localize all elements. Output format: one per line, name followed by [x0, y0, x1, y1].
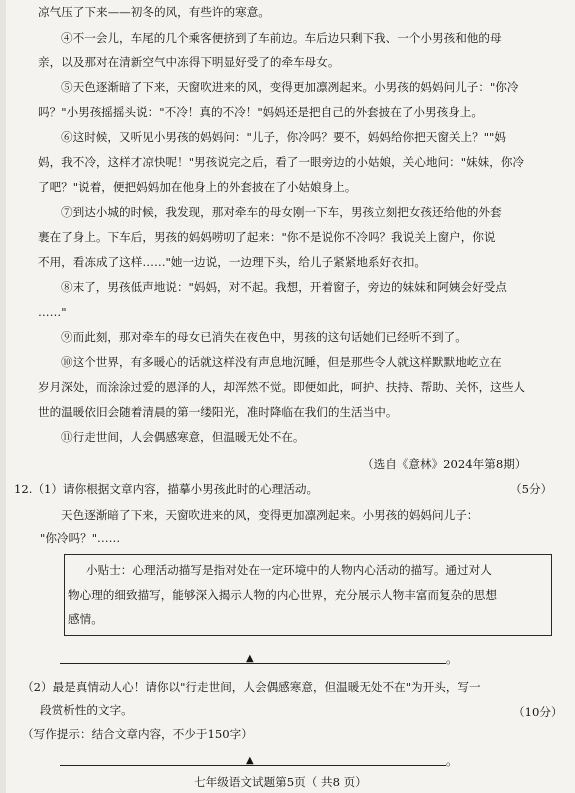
answer-end-mark: 。 — [446, 652, 459, 666]
passage-line: 妈，我不冷，这样才凉快呢！"男孩说完之后，看了一眼旁边的小姑娘，关心地问："妹妹，你冷 — [38, 155, 525, 169]
passage-line: 了吧？"说着，便把妈妈加在他身上的外套披在了小姑娘身上。 — [38, 180, 357, 194]
writing-hint: （写作提示：结合文章内容，不少于150字） — [22, 727, 253, 741]
page-footer: 七年级语文试题第5页（ 共8 页） — [194, 775, 367, 789]
question-12-2-prompt-cont: 段赏析性的文字。 — [40, 703, 133, 717]
passage-line: 不用，看冻成了这样……"她一边说，一边理下头，给儿子紧紧地系好衣扣。 — [38, 255, 426, 269]
passage-line: ……" — [38, 305, 67, 319]
question-quote: 天色逐渐暗了下来，天窗吹进来的风，变得更加凛冽起来。小男孩的妈妈问儿子： — [61, 508, 479, 522]
passage-line: 世的温暖依旧会随着清晨的第一缕阳光，准时降临在我们的生活当中。 — [38, 405, 398, 419]
tip-line: 感情。 — [68, 612, 103, 626]
passage-paragraph-4: ④不一会儿，车尾的几个乘客便挤到了车前边。车后边只剩下我、一个小男孩和他的母 — [61, 31, 502, 45]
passage-line: 岁月深处，而涂涂过爱的恩泽的人，却浑然不觉。即便如此，呵护、扶持、帮助、关怀，这些人 — [38, 380, 525, 394]
passage-paragraph-6: ⑥这时候，又听见小男孩的妈妈问："儿子，你冷吗？要不，妈妈给你把天窗关上？""妈 — [61, 130, 506, 144]
passage-paragraph-9: ⑨而此刻，那对牵车的母女已消失在夜色中，男孩的这句话她们已经听不到了。 — [61, 330, 467, 344]
passage-paragraph-5: ⑤天色逐渐暗了下来，天窗吹进来的风，变得更加凛冽起来。小男孩的妈妈问儿子："你冷 — [61, 80, 519, 94]
passage-line: 吗？"小男孩摇摇头说："不冷！真的不冷！"妈妈还是把自己的外套披在了小男孩身上。 — [38, 105, 483, 119]
scan-edge — [0, 0, 6, 793]
question-12-2-prompt: （2）最是真情动人心！请你以"行走世间，人会偶感寒意，但温暖无处不在"为开头，写一 — [22, 680, 481, 694]
tip-line: 物心理的细致描写，能够深入揭示人物的内心世界，充分展示人物丰富而复杂的思想 — [68, 588, 497, 602]
tip-line: 小贴士：心理活动描写是指对处在一定环境中的人物内心活动的描写。通过对人 — [86, 563, 492, 577]
question-12-2-score: （10分） — [513, 705, 563, 719]
answer-marker-icon: ▲ — [246, 755, 254, 766]
passage-paragraph-8: ⑧末了，男孩低声地说："妈妈，对不起。我想，开着窗子，旁边的妹妹和阿姨会好受点 — [61, 280, 507, 294]
passage-paragraph-11: ⑪行走世间，人会偶感寒意，但温暖无处不在。 — [61, 430, 305, 444]
passage-line: 凉气压了下来——初冬的风，有些许的寒意。 — [38, 5, 270, 19]
passage-paragraph-7: ⑦到达小城的时候，我发现，那对牵车的母女刚一下车，男孩立刻把女孩还给他的外套 — [61, 205, 502, 219]
question-12-1-score: （5分） — [510, 482, 553, 496]
answer-end-mark: 。 — [446, 754, 459, 768]
passage-paragraph-10: ⑩这个世界，有多暖心的话就这样没有声息地沉睡，但是那些令人就这样默默地屹立在 — [61, 355, 502, 369]
passage-line: 亲，以及那对在清新空气中冻得下明显好受了的牵车母女。 — [38, 55, 340, 69]
answer-marker-icon: ▲ — [246, 653, 254, 664]
question-12-1-prompt: 12.（1）请你根据文章内容，描摹小男孩此时的心理活动。 — [14, 482, 319, 496]
passage-line: 裹在了身上。下车后，男孩的妈妈唠叨了起来："你不是说你不冷吗？我说关上窗户，你说 — [38, 230, 496, 244]
question-quote: "你冷吗？"…… — [40, 531, 121, 545]
passage-source: （选自《意林》2024年第8期） — [362, 457, 527, 471]
